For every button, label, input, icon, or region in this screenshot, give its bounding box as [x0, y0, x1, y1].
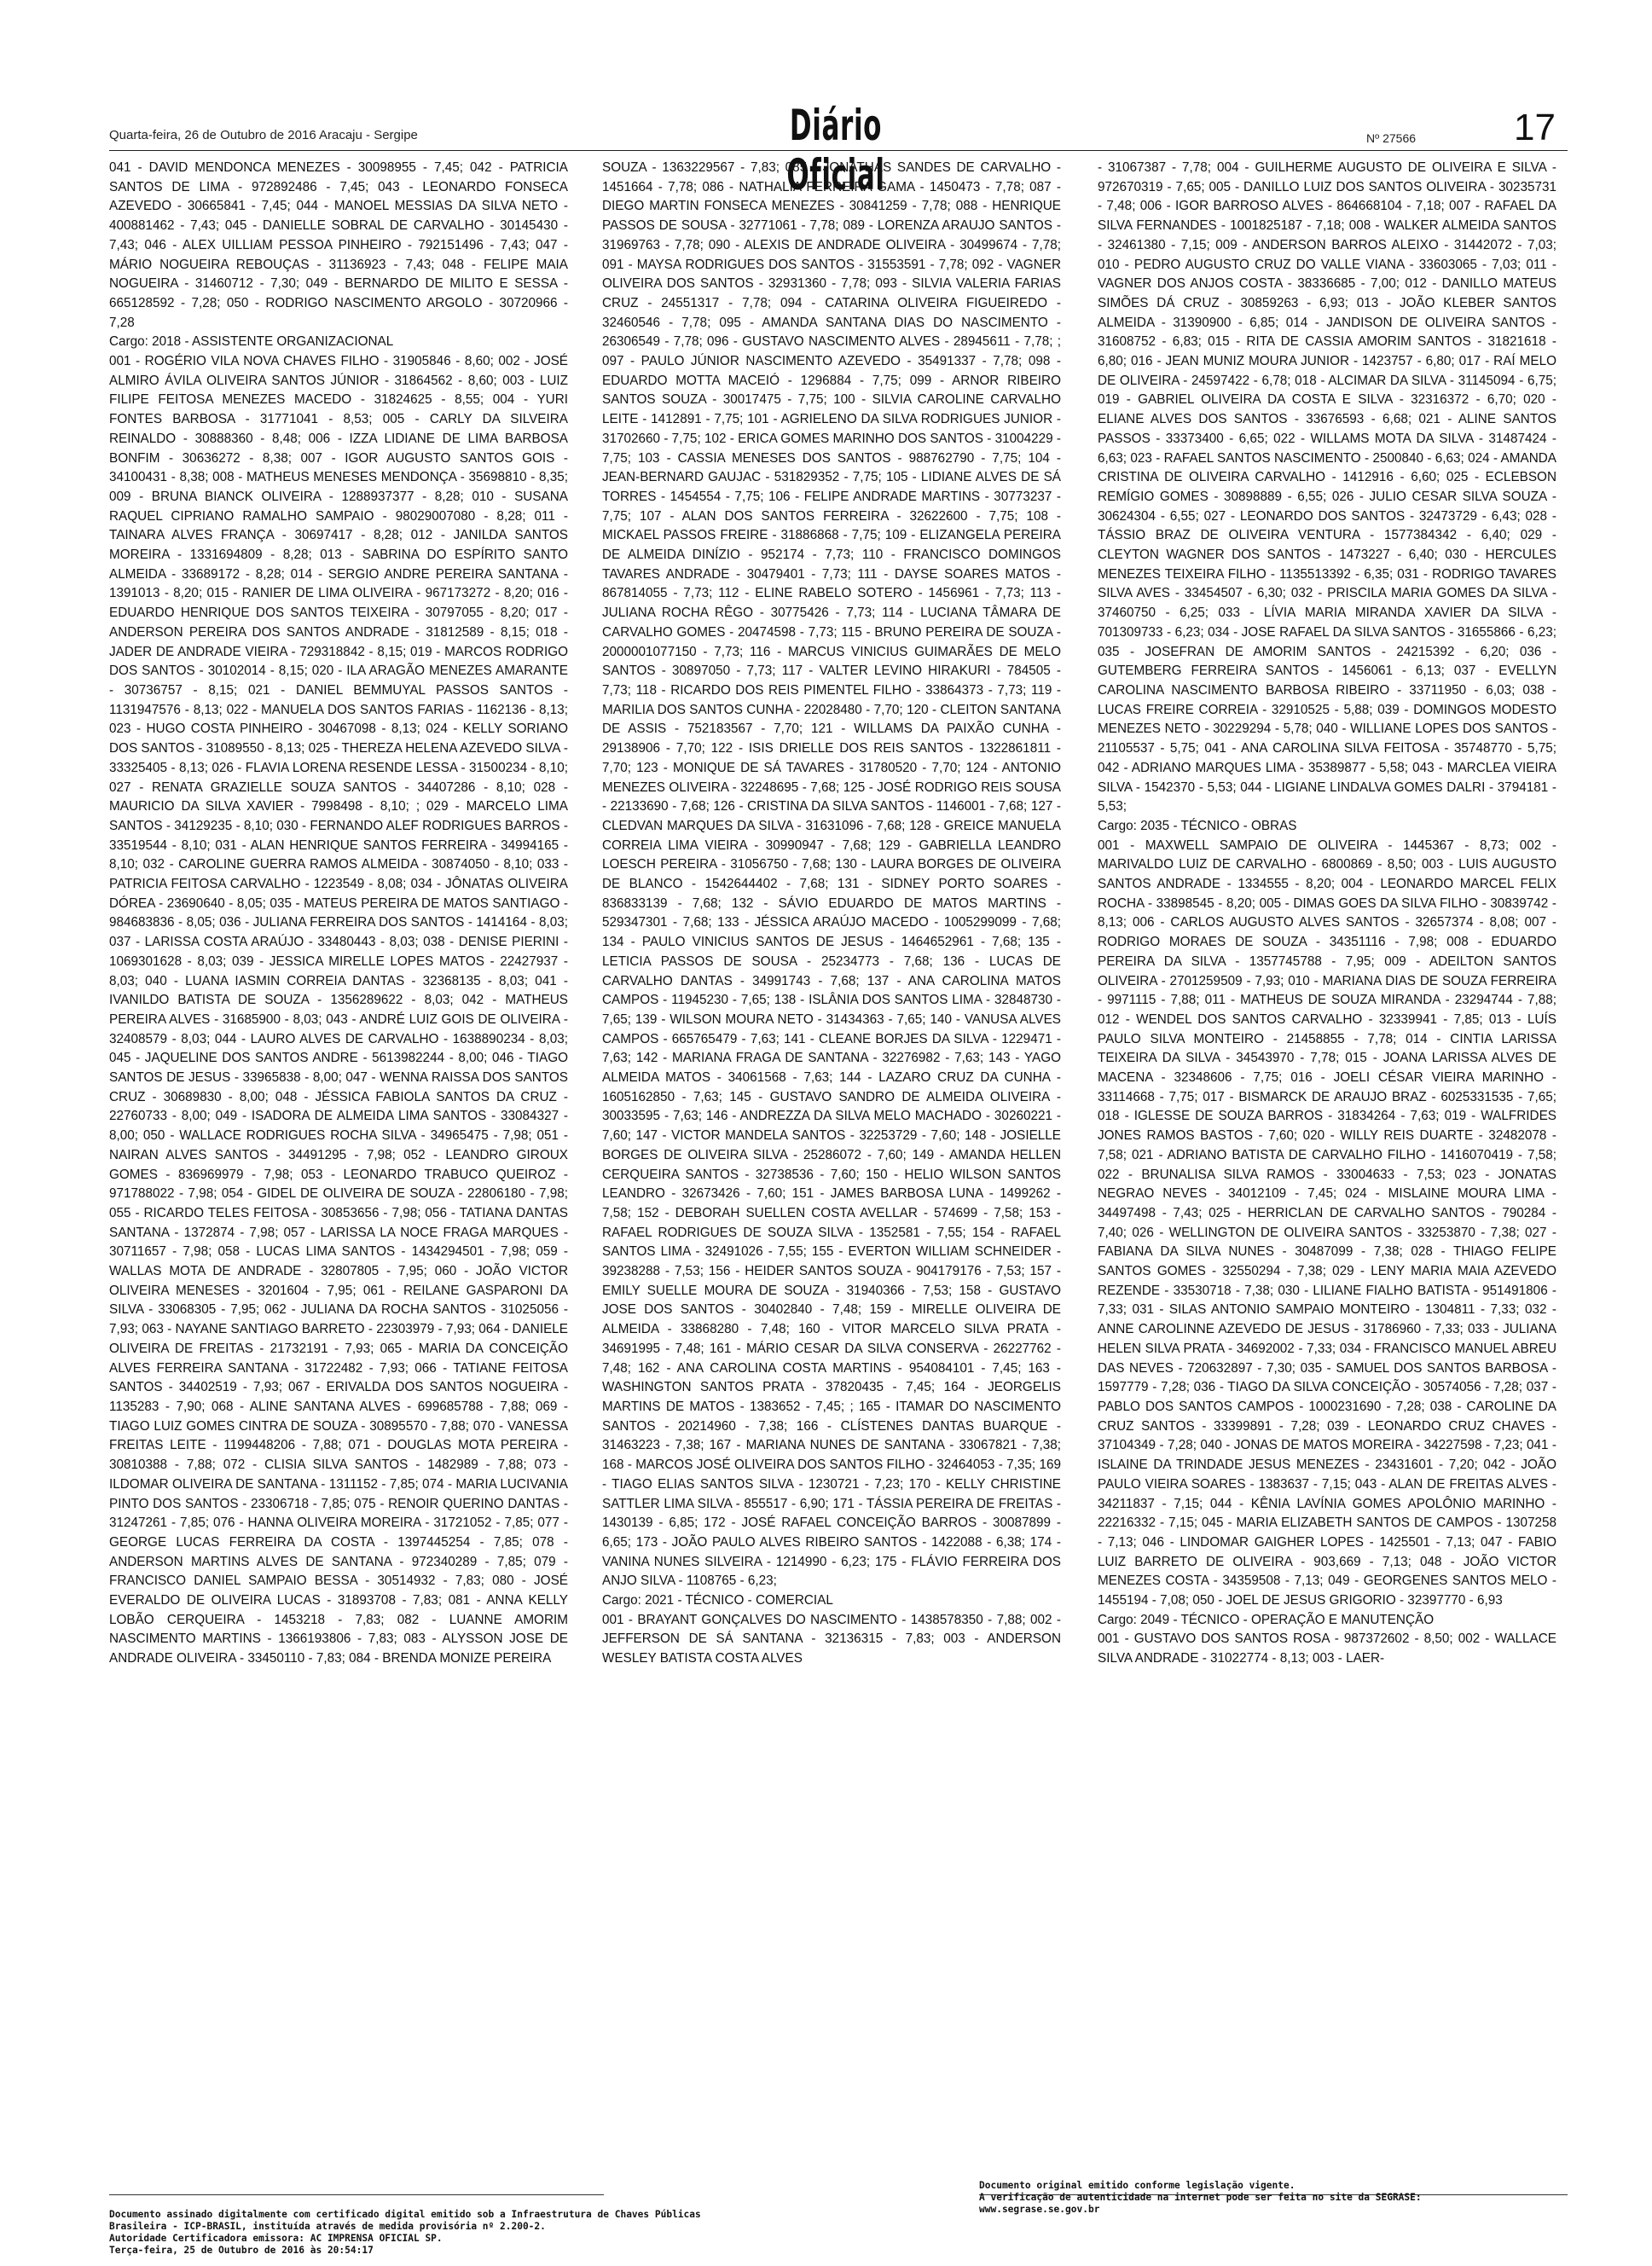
text-paragraph: 001 - GUSTAVO DOS SANTOS ROSA - 987372602 - 8,50; 002 - WALLACE SILVA ANDRADE - 31022774 - 8,13; 003 - LAER- — [1098, 1631, 1556, 1666]
header-rule — [109, 150, 1568, 151]
text-paragraph: SOUZA - 1363229567 - 7,83; 085 - JONATHAS SANDES DE CARVALHO - 1451664 - 7,78; 086 - NATHALIA FERREIRA GAMA - 1450473 - 7,78; 087 - DIEGO MARTIN FONSECA MENEZES - 30841259 - 7,78; 088 - HENRIQUE PASSOS DE SOUSA - 32771061 - 7,78; 089 - LORENZA ARAUJO SANTOS - 31969763 - 7,78; 090 - ALEXIS DE ANDRADE OLIVEIRA - 30499674 - 7,78; 091 - MAYSA RODRIGUES DOS SANTOS - 31553591 - 7,78; 092 - VAGNER OLIVEIRA DOS SANTOS - 32931360 - 7,78; 093 - SILVIA VALERIA FARIAS CRUZ - 24551317 - 7,78; 094 - CATARINA OLIVEIRA FIGUEIREDO - 32460546 - 7,78; 095 - AMANDA SANTANA DIAS DO NASCIMENTO - 26306549 - 7,78; 096 - GUSTAVO NASCIMENTO ALVES - 28945611 - 7,78; ; 097 - PAULO JÚNIOR NASCIMENTO AZEVEDO - 35491337 - 7,78; 098 - EDUARDO MOTTA MACEIÓ - 1296884 - 7,75; 099 - ARNOR RIBEIRO SANTOS SOUZA - 30017475 - 7,75; 100 - SILVIA CAROLINE CARVALHO LEITE - 1412891 - 7,75; 101 - AGRIELENO DA SILVA RODRIGUES JUNIOR - 31702660 - 7,75; 102 - ERICA GOMES MARINHO DOS SANTOS - 31004229 - 7,75; 103 - CASSIA MENESES DOS SANTOS - 988762790 - 7,75; 104 - JEAN-BERNARD GAUJAC - 531829352 - 7,75; 105 - LIDIANE ALVES DE SÁ TORRES - 1454554 - 7,75; 106 - FELIPE ANDRADE MARTINS - 30773237 - 7,75; 107 - ALAN DOS SANTOS FERREIRA - 32622600 - 7,75; 108 - MICKAEL PASSOS FREIRE - 31886868 - 7,75; 109 - ELIZANGELA PEREIRA DE ALMEIDA DINÍZIO - 952174 - 7,73; 110 - FRANCISCO DOMINGOS TAVARES ANDRADE - 30479401 - 7,73; 111 - DAYSE SOARES MATOS - 867814055 - 7,73; 112 - ELINE RABELO SOTERO - 1456961 - 7,73; 113 - JULIANA ROCHA RÊGO - 30775426 - 7,73; 114 - LUCIANA TÂMARA DE CARVALHO GOMES - 20474598 - 7,73; 115 - BRUNO PEREIRA DE SOUZA - 2000001077150 - 7,73; 116 - MARCUS VINICIUS GUIMARÃES DE MELO SANTOS - 30897050 - 7,73; 117 - VALTER LEVINO HIRAKURI - 784505 - 7,73; 118 - RICARDO DOS REIS PIMENTEL FILHO - 33864373 - 7,73; 119 - MARILIA DOS SANTOS CUNHA - 22028480 - 7,70; 120 - CLEITON SANTANA DE ASSIS - 752183567 - 7,70; 121 - WILLAMS DA PAIXÃO CUNHA - 29138906 - 7,70; 122 - ISIS DRIELLE DOS REIS SANTOS - 1322861811 - 7,70; 123 - MONIQUE DE SÁ TAVARES - 31780520 - 7,70; 124 - ANTONIO MENEZES OLIVEIRA - 32248695 - 7,68; 125 - JOSÉ RODRIGO REIS SOUSA - 22133690 - 7,68; 126 - CRISTINA DA SILVA SANTOS - 1146001 - 7,68; 127 - CLEDVAN MARQUES DA SILVA - 31631096 - 7,68; 128 - GREICE MANUELA CORREIA LIMA VIEIRA - 30990947 - 7,68; 129 - GABRIELLA LEANDRO LOESCH PEREIRA - 31056750 - 7,68; 130 - LAURA BORGES DE OLIVEIRA DE BLANCO - 1542644402 - 7,68; 131 - SIDNEY PORTO SOARES - 836833139 - 7,68; 132 - SÁVIO EDUARDO DE MATOS MARTINS - 529347301 - 7,68; 133 - JÉSSICA ARAÚJO MACEDO - 1005299099 - 7,68; 134 - PAULO VINICIUS SANTOS DE JESUS - 1464652961 - 7,68; 135 - LETICIA PASSOS DE SOUSA - 25234773 - 7,68; 136 - LUCAS DE CARVALHO DANTAS - 34991743 - 7,68; 137 - ANA CAROLINA MATOS CAMPOS - 11945230 - 7,65; 138 - ISLÂNIA DOS SANTOS LIMA - 32848730 - 7,65; 139 - WILSON MOURA NETO - 31434363 - 7,65; 140 - VANUSA ALVES CAMPOS - 665765479 - 7,63; 141 - CLEANE BORJES DA SILVA - 1229471 - 7,63; 142 - MARIANA FRAGA DE SANTANA - 32276982 - 7,63; 143 - YAGO ALMEIDA MATOS - 34061568 - 7,63; 144 - LAZARO CRUZ DA CUNHA - 1605162850 - 7,63; 145 - GUSTAVO SANDRO DE ALMEIDA OLIVEIRA - 30033595 - 7,63; 146 - ANDREZZA DA SILVA MELO MACHADO - 30260221 - 7,60; 147 - VICTOR MANDELA SANTOS - 32253729 - 7,60; 148 - JOSIELLE BORGES DE OLIVEIRA SILVA - 25286072 - 7,60; 149 - AMANDA HELLEN CERQUEIRA SANTOS - 32738536 - 7,60; 150 - HELIO WILSON SANTOS LEANDRO - 32673426 - 7,60; 151 - JAMES BARBOSA LUNA - 1499262 - 7,58; 152 - DEBORAH SUELLEN COSTA AVELLAR - 574699 - 7,58; 153 - RAFAEL RODRIGUES DE SOUZA SILVA - 1352581 - 7,55; 154 - RAFAEL SANTOS LIMA - 32491026 - 7,55; 155 - EVERTON WILLIAM SCHNEIDER - 39238288 - 7,53; 156 - HEIDER SANTOS SOUZA - 904179176 - 7,53; 157 - EMILY SUELLE MOURA DE SOUZA - 31940366 - 7,53; 158 - GUSTAVO JOSE DOS SANTOS - 30402840 - 7,48; 159 - MIRELLE OLIVEIRA DE ALMEIDA - 33868280 - 7,48; 160 - VITOR MARCELO SILVA PRATA - 34691995 - 7,48; 161 - MÁRIO CESAR DA SILVA CONSERVA - 26227762 - 7,48; 162 - ANA CAROLINA COSTA MARTINS - 954084101 - 7,45; 163 - WASHINGTON SANTOS PRATA - 37820435 - 7,45; 164 - JEORGELIS MARTINS DE MATOS - 1383652 - 7,45; ; 165 - ITAMAR DO NASCIMENTO SANTOS - 20214960 - 7,38; 166 - CLÍSTENES DANTAS BUARQUE - 31463223 - 7,38; 167 - MARIANA NUNES DE SANTANA - 33067821 - 7,38; 168 - MARCOS JOSÉ OLIVEIRA DOS SANTOS FILHO - 32464053 - 7,35; 169 - TIAGO ELIAS SANTOS SILVA - 1230721 - 7,23; 170 - KELLY CHRISTINE SATTLER LIMA SILVA - 855517 - 6,90; 171 - TÁSSIA PEREIRA DE FREITAS - 1430139 - 6,85; 172 - JOSÉ RAFAEL CONCEIÇÃO BARROS - 30087899 - 6,65; 173 - JOÃO PAULO ALVES RIBEIRO SANTOS - 1422088 - 6,38; 174 - VANINA NUNES SILVEIRA - 1214990 - 6,23; 175 - FLÁVIO FERREIRA DOS ANJO SILVA - 1108765 - 6,23; — [602, 160, 1061, 1589]
header-date-line: Quarta-feira, 26 de Outubro de 2016 Aracaju - Sergipe — [109, 128, 418, 142]
masthead-title: Diário Oficial — [786, 101, 885, 200]
text-paragraph: 001 - BRAYANT GONÇALVES DO NASCIMENTO - 1438578350 - 7,88; 002 - JEFFERSON DE SÁ SANTANA - 32136315 - 7,83; 003 - ANDERSON WESLEY BATISTA COSTA ALVES — [602, 1612, 1061, 1666]
text-column-2 — [602, 159, 1061, 2184]
cargo-heading: Cargo: 2018 - ASSISTENTE ORGANIZACIONAL — [109, 334, 394, 350]
page-number: 17 — [1514, 107, 1556, 148]
footer-digital-signature-note: Documento assinado digitalmente com certificado digital emitido sob a Infraestrutura de Chaves Públicas Brasileira - ICP-BRASIL, instituída através de medida provisória nº 2.200-2. Autoridade Certificadora emissora: AC IMPRENSA OFICIAL SP. Terça-feira, 25 de Outubro de 2016 às 20:54:17 — [109, 2209, 701, 2256]
text-paragraph: - 31067387 - 7,78; 004 - GUILHERME AUGUSTO DE OLIVEIRA E SILVA - 972670319 - 7,65; 005 - DANILLO LUIZ DOS SANTOS OLIVEIRA - 30235731 - 7,48; 006 - IGOR BARROSO ALVES - 864668104 - 7,18; 007 - RAFAEL DA SILVA FERNANDES - 1001825187 - 7,18; 008 - WALKER ALMEIDA SANTOS - 32461380 - 7,15; 009 - ANDERSON BARROS ALEIXO - 31442072 - 7,03; 010 - PEDRO AUGUSTO CRUZ DO VALLE VIANA - 33603065 - 7,03; 011 - VAGNER DOS ANJOS COSTA - 38336685 - 7,00; 012 - DANILLO MATEUS SIMÕES DÁ CRUZ - 30859263 - 6,93; 013 - JOÃO KLEBER SANTOS ALMEIDA - 31390900 - 6,85; 014 - JANDISON DE OLIVEIRA SANTOS - 31608752 - 6,83; 015 - RITA DE CASSIA AMORIM SANTOS - 31821618 - 6,80; 016 - JEAN MUNIZ MOURA JUNIOR - 1423757 - 6,80; 017 - RAÍ MELO DE OLIVEIRA - 24597422 - 6,78; 018 - ALCIMAR DA SILVA - 31145094 - 6,75; 019 - GABRIEL OLIVEIRA DA COSTA E SILVA - 32316372 - 6,70; 020 - ELIANE ALVES DOS SANTOS - 33676593 - 6,68; 021 - ALINE SANTOS PASSOS - 33373400 - 6,65; 022 - WILLAMS MOTA DA SILVA - 31487424 - 6,63; 023 - RAFAEL SANTOS NASCIMENTO - 2500840 - 6,63; 024 - AMANDA CRISTINA DE OLIVEIRA CARVALHO - 1412916 - 6,60; 025 - ECLEBSON REMÍGIO GOMES - 30898889 - 6,55; 026 - JULIO CESAR SILVA SOUZA - 30624304 - 6,55; 027 - LEONARDO DOS SANTOS - 32473729 - 6,43; 028 - TÁSSIO BRAZ DE OLIVEIRA VENTURA - 1577384342 - 6,40; 029 - CLEYTON WAGNER DOS SANTOS - 1473227 - 6,40; 030 - HERCULES MENEZES TEIXEIRA FILHO - 1135513392 - 6,35; 031 - RODRIGO TAVARES SILVA AVES - 33454507 - 6,30; 032 - PRISCILA MARIA GOMES DA SILVA - 37460750 - 6,25; 033 - LÍVIA MARIA MIRANDA XAVIER DA SILVA - 701309733 - 6,23; 034 - JOSE RAFAEL DA SILVA SANTOS - 31655866 - 6,23; 035 - JOSEFRAN DE AMORIM SANTOS - 24215392 - 6,20; 036 - GUTEMBERG FERREIRA SANTOS - 1456061 - 6,13; 037 - EVELLYN CAROLINA NASCIMENTO BARBOSA RIBEIRO - 33711950 - 6,03; 038 - LUCAS FREIRE CORREIA - 32910525 - 5,88; 039 - DOMINGOS MODESTO MENEZES NETO - 30229294 - 5,78; 040 - WILLIANE LOPES DOS SANTOS - 21105537 - 5,75; 041 - ANA CAROLINA SILVA FEITOSA - 35748770 - 5,75; 042 - ADRIANO MARQUES LIMA - 35389877 - 5,58; 043 - MARCLEA VIEIRA SILVA - 1542370 - 5,53; 044 - LIGIANE LINDALVA GOMES DALRI - 3794181 - 5,53; — [1098, 160, 1556, 814]
text-column-1 — [109, 159, 568, 2184]
text-paragraph: 001 - MAXWELL SAMPAIO DE OLIVEIRA - 1445367 - 8,73; 002 - MARIVALDO LUIZ DE CARVALHO - 6800869 - 8,50; 003 - LUIS AUGUSTO SANTOS ANDRADE - 1334555 - 8,20; 004 - LEONARDO MARCEL FELIX ROCHA - 33898545 - 8,20; 005 - DIMAS GOES DA SILVA FILHO - 30839742 - 8,13; 006 - CARLOS AUGUSTO ALVES SANTOS - 32657374 - 8,08; 007 - RODRIGO MORAES DE SOUZA - 34351116 - 7,98; 008 - EDUARDO PEREIRA DA SILVA - 1357745788 - 7,95; 009 - ADEILTON SANTOS OLIVEIRA - 2701259509 - 7,93; 010 - MARIANA DIAS DE SOUZA FERREIRA - 9971115 - 7,88; 011 - MATHEUS DE SOUZA MIRANDA - 23294744 - 7,88; 012 - WENDEL DOS SANTOS CARVALHO - 32339941 - 7,85; 013 - LUÍS PAULO SILVA MONTEIRO - 21458855 - 7,78; 014 - CINTIA LARISSA TEIXEIRA DA SILVA - 34543970 - 7,78; 015 - JOANA LARISSA ALVES DE MACENA - 32348606 - 7,75; 016 - JOELI CÉSAR VIEIRA MARINHO - 33114668 - 7,75; 017 - BISMARCK DE ARAUJO BRAZ - 6025331535 - 7,65; 018 - IGLESSE DE SOUZA BARROS - 31834264 - 7,63; 019 - WALFRIDES JONES RAMOS BASTOS - 7,60; 020 - WILLY REIS DUARTE - 32482078 - 7,58; 021 - ADRIANO BATISTA DE CARVALHO FILHO - 1416070419 - 7,58; 022 - BRUNALISA SILVA RAMOS - 33004633 - 7,53; 023 - JONATAS NEGRAO NEVES - 34012109 - 7,45; 024 - MISLAINE MOURA LIMA - 34497498 - 7,43; 025 - HERRICLAN DE CARVALHO SANTOS - 790284 - 7,40; 026 - WELLINGTON DE OLIVEIRA SANTOS - 33253870 - 7,38; 027 - FABIANA DA SILVA NUNES - 30487099 - 7,38; 028 - THIAGO FELIPE SANTOS GOMES - 32550294 - 7,38; 029 - LENY MARIA MAIA AZEVEDO REZENDE - 33530718 - 7,38; 030 - LILIANE FIALHO BATISTA - 951491806 - 7,33; 031 - SILAS ANTONIO SAMPAIO MONTEIRO - 1304811 - 7,33; 032 - ANNE CAROLINNE AZEVEDO DE JESUS - 31786960 - 7,33; 033 - JULIANA HELEN SILVA PRATA - 34692002 - 7,33; 034 - FRANCISCO MANUEL ABREU DAS NEVES - 720632897 - 7,30; 035 - SAMUEL DOS SANTOS BARBOSA - 1597779 - 7,28; 036 - TIAGO DA SILVA CONCEIÇÃO - 30574056 - 7,28; 037 - PABLO DOS SANTOS CAMPOS - 1000231690 - 7,28; 038 - CAROLINE DA CRUZ SANTOS - 33399891 - 7,28; 039 - LEONARDO CRUZ CHAVES - 37104349 - 7,28; 040 - JONAS DE MATOS MOREIRA - 34227598 - 7,23; 041 - ISLAINE DA TRINDADE JESUS MENEZES - 23431601 - 7,20; 042 - JOÃO PAULO VIEIRA SOARES - 1383637 - 7,15; 043 - ALAN DE FREITAS ALVES - 34211837 - 7,15; 044 - KÊNIA LAVÍNIA GOMES APOLÔNIO MARINHO - 22216332 - 7,15; 045 - MARIA ELIZABETH SANTOS DE CAMPOS - 1307258 - 7,13; 046 - LINDOMAR GAIGHER LOPES - 1425501 - 7,13; 047 - FABIO LUIZ BARRETO DE OLIVEIRA - 903,669 - 7,13; 048 - JOÃO VICTOR MENEZES COSTA - 34359508 - 7,13; 049 - GEORGENES SANTOS MELO - 1455194 - 7,08; 050 - JOEL DE JESUS GRIGORIO - 32397770 - 6,93 — [1098, 837, 1556, 1608]
cargo-heading: Cargo: 2035 - TÉCNICO - OBRAS — [1098, 818, 1297, 833]
footer-authenticity-note: Documento original emitido conforme legislação vigente. A verificação de autenticidade na internet pode ser feita no site da SEGRASE: www.segrase.se.gov.br — [979, 2180, 1422, 2215]
footer-rule-left — [109, 2194, 604, 2195]
text-column-3 — [1098, 159, 1556, 2184]
cargo-heading: Cargo: 2049 - TÉCNICO - OPERAÇÃO E MANUTENÇÃO — [1098, 1612, 1435, 1627]
cargo-heading: Cargo: 2021 - TÉCNICO - COMERCIAL — [602, 1593, 833, 1608]
issue-number: Nº 27566 — [1366, 131, 1417, 145]
text-paragraph: 001 - ROGÉRIO VILA NOVA CHAVES FILHO - 31905846 - 8,60; 002 - JOSÉ ALMIRO ÁVILA OLIVEIRA SANTOS JÚNIOR - 31864562 - 8,60; 003 - LUIZ FILIPE FEITOSA MENEZES MACEDO - 31824625 - 8,55; 004 - YURI FONTES BARBOSA - 31771041 - 8,53; 005 - CARLY DA SILVEIRA REINALDO - 30888360 - 8,48; 006 - IZZA LIDIANE DE LIMA BARBOSA BONFIM - 30636272 - 8,38; 007 - IGOR AUGUSTO SANTOS GOIS - 34100431 - 8,38; 008 - MATHEUS MENESES MENDONÇA - 35698810 - 8,35; 009 - BRUNA BIANCK OLIVEIRA - 1288937377 - 8,28; 010 - SUSANA RAQUEL CIPRIANO RAMALHO SAMPAIO - 98029007080 - 8,28; 011 - TAINARA ALVES FRANÇA - 30697417 - 8,28; 012 - JANILDA SANTOS MOREIRA - 1331694809 - 8,28; 013 - SABRINA DO ESPÍRITO SANTO ALMEIDA - 33689172 - 8,28; 014 - SERGIO ANDRE PEREIRA SANTANA - 1391013 - 8,20; 015 - RANIER DE LIMA OLIVEIRA - 967173272 - 8,20; 016 - EDUARDO HENRIQUE DOS SANTOS TEIXEIRA - 30797055 - 8,20; 017 - ANDERSON PEREIRA DOS SANTOS ANDRADE - 31812589 - 8,15; 018 - JADER DE ANDRADE VIEIRA - 729318842 - 8,15; 019 - MARCOS RODRIGO DOS SANTOS - 30102014 - 8,15; 020 - ILA ARAGÃO MENEZES AMARANTE - 30736757 - 8,15; 021 - DANIEL BEMMUYAL PASSOS SANTOS - 1131947576 - 8,13; 022 - MANUELA DOS SANTOS FARIAS - 1162136 - 8,13; 023 - HUGO COSTA PINHEIRO - 30467098 - 8,13; 024 - KELLY SORIANO DOS SANTOS - 31089550 - 8,13; 025 - THEREZA HELENA AZEVEDO SILVA - 33325405 - 8,13; 026 - FLAVIA LORENA RESENDE LESSA - 31500234 - 8,10; 027 - RENATA GRAZIELLE SOUZA SANTOS - 34407286 - 8,10; 028 - MAURICIO DA SILVA XAVIER - 7998498 - 8,10; ; 029 - MARCELO LIMA SANTOS - 34129235 - 8,10; 030 - FERNANDO ALEF RODRIGUES BARROS - 33519544 - 8,10; 031 - ALAN HENRIQUE SANTOS FERREIRA - 34994165 - 8,10; 032 - CAROLINE GUERRA RAMOS ALMEIDA - 30874050 - 8,10; 033 - PATRICIA FEITOSA CARVALHO - 1223549 - 8,08; 034 - JÔNATAS OLIVEIRA DÓREA - 23690640 - 8,05; 035 - MATEUS PEREIRA DE MATOS SANTIAGO - 984683836 - 8,05; 036 - JULIANA FERREIRA DOS SANTOS - 1414164 - 8,03; 037 - LARISSA COSTA ARAÚJO - 33480443 - 8,03; 038 - DENISE PIERINI - 1069301628 - 8,03; 039 - JESSICA MIRELLE LOPES MATOS - 22427937 - 8,03; 040 - LUANA IASMIN CORREIA DANTAS - 32368135 - 8,03; 041 - IVANILDO BATISTA DE SOUZA - 1356289622 - 8,03; 042 - MATHEUS PEREIRA ALVES - 31685900 - 8,03; 043 - ANDRÉ LUIZ GOIS DE OLIVEIRA - 32408579 - 8,03; 044 - LAURO ALVES DE CARVALHO - 1638890234 - 8,03; 045 - JAQUELINE DOS SANTOS ANDRE - 5613982244 - 8,00; 046 - TIAGO SANTOS DE JESUS - 33965838 - 8,00; 047 - WENNA RAISSA DOS SANTOS CRUZ - 30689830 - 8,00; 048 - JÉSSICA FABIOLA SANTOS DA CRUZ - 22760733 - 8,00; 049 - ISADORA DE ALMEIDA LIMA SANTOS - 33084327 - 8,00; 050 - WALLACE RODRIGUES ROCHA SILVA - 34965475 - 7,98; 051 - NAIRAN ALVES SANTOS - 34491295 - 7,98; 052 - LEANDRO GIROUX GOMES - 836969979 - 7,98; 053 - LEONARDO TRABUCO QUEIROZ - 971788022 - 7,98; 054 - GIDEL DE OLIVEIRA DE SOUZA - 22806180 - 7,98; 055 - RICARDO TELES FEITOSA - 30853656 - 7,98; 056 - TATIANA DANTAS SANTANA - 1372874 - 7,98; 057 - LARISSA LA NOCE FRAGA MARQUES - 30711657 - 7,98; 058 - LUCAS LIMA SANTOS - 1434294501 - 7,98; 059 - WALLAS MOTA DE ANDRADE - 32807805 - 7,95; 060 - JOÃO VICTOR OLIVEIRA MENESES - 3201604 - 7,95; 061 - REILANE GASPARONI DA SILVA - 33068305 - 7,95; 062 - JULIANA DA ROCHA SANTOS - 31025056 - 7,93; 063 - NAYANE SANTIAGO BARRETO - 22303979 - 7,93; 064 - DANIELE OLIVEIRA DE FREITAS - 21732191 - 7,93; 065 - MARIA DA CONCEIÇÃO ALVES FERREIRA SANTANA - 31722482 - 7,93; 066 - TATIANE FEITOSA SANTOS - 34402519 - 7,93; 067 - ERIVALDA DOS SANTOS NOGUEIRA - 1135283 - 7,90; 068 - ALINE SANTANA ALVES - 699685788 - 7,88; 069 - TIAGO LUIZ GOMES CINTRA DE SOUZA - 30895570 - 7,88; 070 - VANESSA FREITAS LEITE - 1199448206 - 7,88; 071 - DOUGLAS MOTA PEREIRA - 30810388 - 7,88; 072 - CLISIA SILVA SANTOS - 1482989 - 7,88; 073 - ILDOMAR OLIVEIRA DE SANTANA - 1311152 - 7,85; 074 - MARIA LUCIVANIA PINTO DOS SANTOS - 23306718 - 7,85; 075 - RENOIR QUERINO DANTAS - 31247261 - 7,85; 076 - HANNA OLIVEIRA MOREIRA - 31721052 - 7,85; 077 - GEORGE LUCAS FERREIRA DA COSTA - 1397445254 - 7,85; 078 - ANDERSON MARTINS ALVES DE SANTANA - 972340289 - 7,85; 079 - FRANCISCO DANIEL SAMPAIO BESSA - 30514932 - 7,83; 080 - JOSÉ EVERALDO DE OLIVEIRA LUCAS - 31893708 - 7,83; 081 - ANNA KELLY LOBÃO CERQUEIRA - 1453218 - 7,83; 082 - LUANNE AMORIM NASCIMENTO MARTINS - 1366193806 - 7,83; 083 - ALYSSON JOSE DE ANDRADE OLIVEIRA - 33450110 - 7,83; 084 - BRENDA MONIZE PEREIRA — [109, 354, 568, 1666]
text-paragraph: 041 - DAVID MENDONCA MENEZES - 30098955 - 7,45; 042 - PATRICIA SANTOS DE LIMA - 972892486 - 7,45; 043 - LEONARDO FONSECA AZEVEDO - 30665841 - 7,45; 044 - MANOEL MESSIAS DA SILVA NETO - 400881462 - 7,43; 045 - DANIELLE SOBRAL DE CARVALHO - 30145430 - 7,43; 046 - ALEX UILLIAM PESSOA PINHEIRO - 792151496 - 7,43; 047 - MÁRIO NOGUEIRA REBOUÇAS - 31136923 - 7,43; 048 - FELIPE MAIA NOGUEIRA - 31460712 - 7,30; 049 - BERNARDO DE MILITO E SESSA - 665128592 - 7,28; 050 - RODRIGO NASCIMENTO ARGOLO - 30720966 - 7,28 — [109, 160, 568, 330]
